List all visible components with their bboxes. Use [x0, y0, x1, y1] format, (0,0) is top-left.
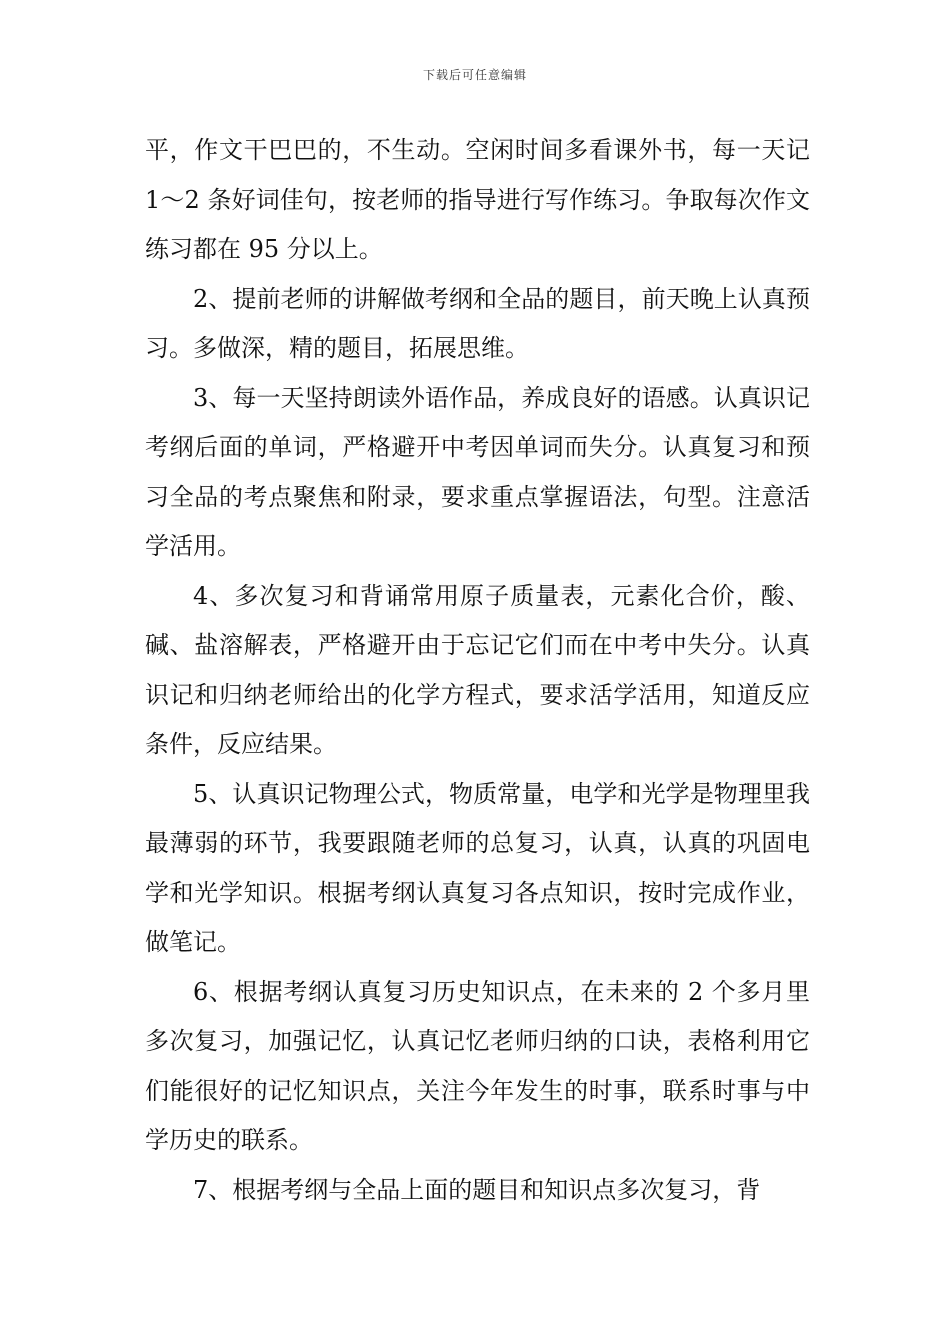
paragraph-continuation: 平，作文干巴巴的，不生动。空闲时间多看课外书，每一天记 1～2 条好词佳句，按老师的指导进行写作练习。争取每次作文练习都在 95 分以上。: [145, 136, 810, 263]
paragraph-item-5: 5、认真识记物理公式，物质常量，电学和光学是物理里我最薄弱的环节，我要跟随老师的总复习，认真，认真的巩固电学和光学知识。根据考纲认真复习各点知识，按时完成作业，做笔记。: [145, 779, 810, 956]
paragraph-item-6: 6、根据考纲认真复习历史知识点，在未来的 2 个多月里多次复习，加强记忆，认真记忆老师归纳的口诀，表格利用它们能很好的记忆知识点，关注今年发生的时事，联系时事与中学历史的联系。: [145, 977, 810, 1154]
paragraph-item-7: 7、根据考纲与全品上面的题目和知识点多次复习，背: [193, 1175, 761, 1204]
paragraph-item-4: 4、多次复习和背诵常用原子质量表，元素化合价，酸、碱、盐溶解表，严格避开由于忘记它们而在中考中失分。认真识记和归纳老师给出的化学方程式，要求活学活用，知道反应条件，反应结果。: [145, 581, 810, 758]
paragraph-item-3: 3、每一天坚持朗读外语作品，养成良好的语感。认真识记考纲后面的单词，严格避开中考因单词而失分。认真复习和预习全品的考点聚焦和附录，要求重点掌握语法，句型。注意活学活用。: [145, 383, 810, 560]
document-body: [145, 126, 810, 1215]
paragraph-item-2: 2、提前老师的讲解做考纲和全品的题目，前天晚上认真预习。多做深，精的题目，拓展思维。: [145, 284, 810, 362]
page-header: 下载后可任意编辑: [422, 68, 527, 82]
